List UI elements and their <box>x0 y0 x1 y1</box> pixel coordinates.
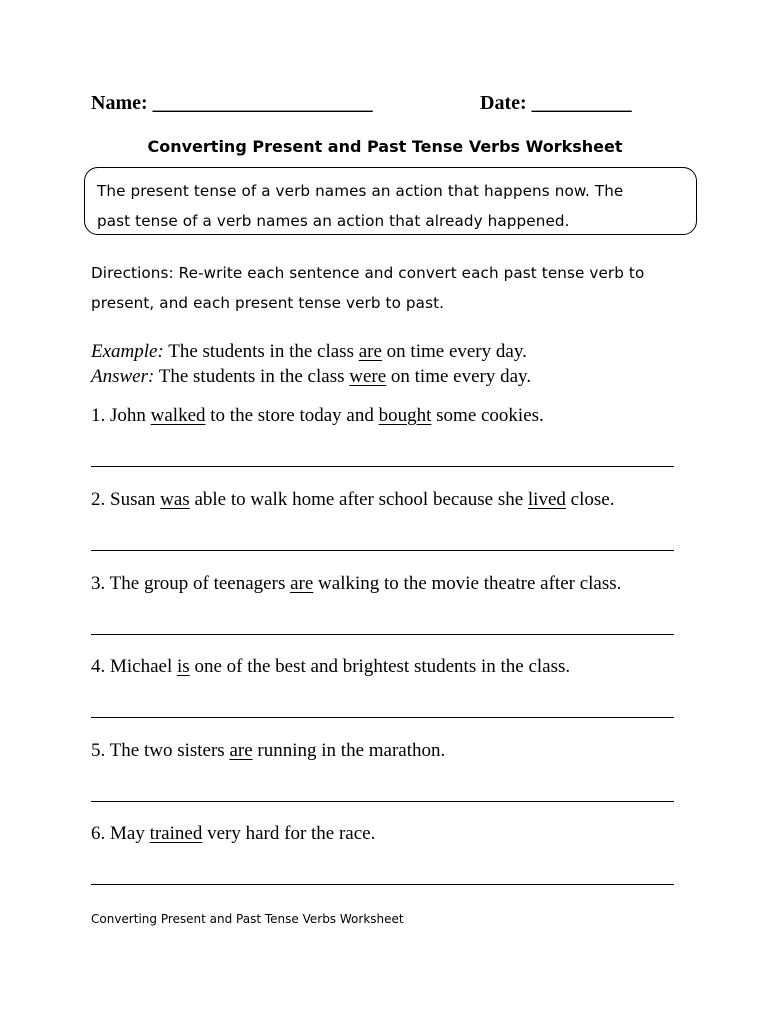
question-verb: walked <box>150 405 206 426</box>
answer-text-before: The students in the class <box>154 366 350 387</box>
date-field <box>480 92 632 115</box>
example-verb: are <box>358 341 382 362</box>
question-text: 3. The group of teenagers <box>91 573 291 594</box>
question-6 <box>91 821 375 846</box>
name-blank[interactable]: ______________________ <box>152 92 373 114</box>
question-text: 6. May <box>91 823 150 844</box>
example-label: Example: <box>91 341 164 362</box>
date-label: Date: <box>480 92 527 114</box>
intro-line-1: The present tense of a verb names an action that happens now. The <box>97 182 624 200</box>
question-text: running in the marathon. <box>252 740 446 761</box>
question-text: very hard for the race. <box>202 823 376 844</box>
page-footer: Converting Present and Past Tense Verbs Worksheet <box>91 912 404 926</box>
answer-text-after: on time every day. <box>386 366 532 387</box>
answer-line-6[interactable] <box>91 884 674 885</box>
directions-line-1: Directions: Re-write each sentence and convert each past tense verb to <box>91 264 645 282</box>
answer-line-3[interactable] <box>91 634 674 635</box>
question-2 <box>91 487 614 512</box>
question-verb: lived <box>527 489 566 510</box>
question-text: close. <box>565 489 615 510</box>
intro-box <box>84 167 697 235</box>
answer-line-2[interactable] <box>91 550 674 551</box>
directions <box>91 258 691 318</box>
example-text-after: on time every day. <box>381 341 527 362</box>
answer-label: Answer: <box>91 366 155 387</box>
intro-line-2: past tense of a verb names an action that already happened. <box>97 212 570 230</box>
example-block <box>91 339 531 389</box>
question-text: walking to the movie theatre after class. <box>313 573 622 594</box>
question-5 <box>91 738 445 763</box>
answer-line-1[interactable] <box>91 466 674 467</box>
name-label: Name: <box>91 92 148 114</box>
question-4 <box>91 654 570 679</box>
question-verb: are <box>229 740 253 761</box>
answer-sentence <box>91 364 531 389</box>
question-text: 1. John <box>91 405 151 426</box>
question-verb: trained <box>149 823 203 844</box>
question-verb: bought <box>378 405 432 426</box>
question-text: one of the best and brightest students in the class. <box>189 656 571 677</box>
date-blank[interactable]: __________ <box>531 92 632 114</box>
example-sentence <box>91 339 531 364</box>
question-verb: was <box>160 489 190 510</box>
question-text: able to walk home after school because she <box>189 489 528 510</box>
question-1 <box>91 403 544 428</box>
question-text: 4. Michael <box>91 656 178 677</box>
question-text: some cookies. <box>431 405 544 426</box>
directions-line-2: present, and each present tense verb to past. <box>91 294 445 312</box>
answer-line-4[interactable] <box>91 717 674 718</box>
name-field <box>91 92 373 115</box>
header-row <box>91 92 691 120</box>
question-verb: is <box>177 656 190 677</box>
worksheet-title: Converting Present and Past Tense Verbs Worksheet <box>147 137 623 156</box>
question-text: 2. Susan <box>91 489 161 510</box>
question-text: to the store today and <box>205 405 379 426</box>
example-text-before: The students in the class <box>163 341 359 362</box>
question-text: 5. The two sisters <box>91 740 230 761</box>
answer-line-5[interactable] <box>91 801 674 802</box>
answer-verb: were <box>349 366 387 387</box>
question-3 <box>91 571 621 596</box>
question-verb: are <box>290 573 314 594</box>
